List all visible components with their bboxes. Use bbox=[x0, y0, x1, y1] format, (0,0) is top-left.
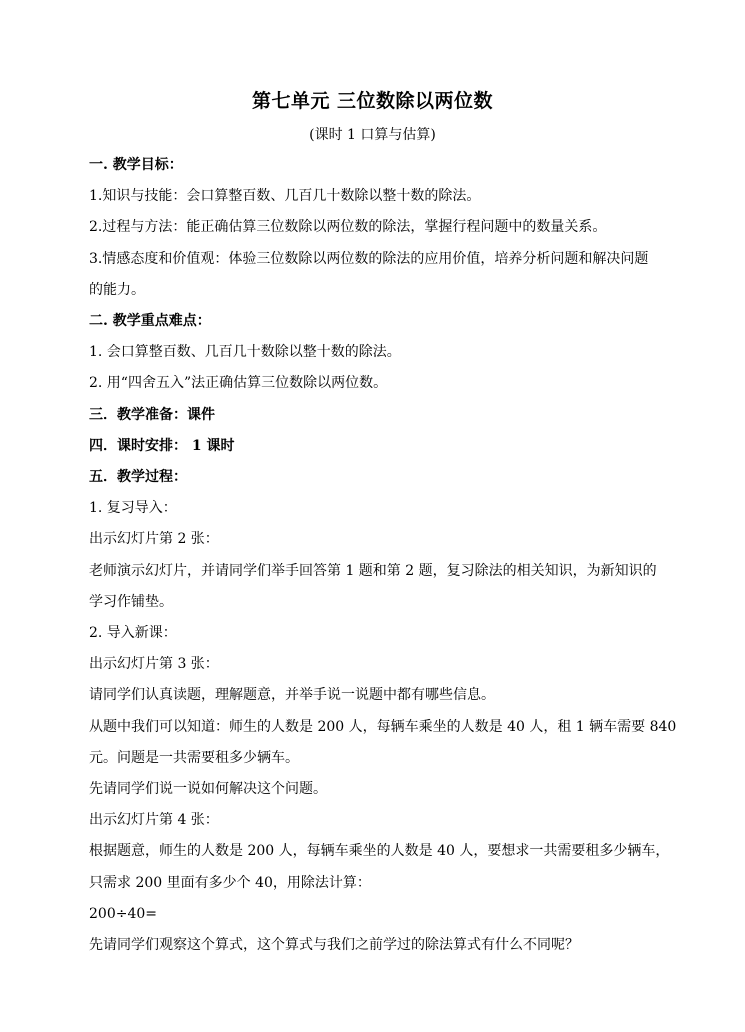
body-text-line: 根据题意，师生的人数是 200 人，每辆车乘坐的人数是 40 人，要想求一共需要租多少辆车， bbox=[89, 843, 670, 859]
body-text-line: 2. 导入新课： bbox=[89, 625, 177, 641]
body-text-line: 200÷40= bbox=[89, 906, 157, 922]
body-text-line: 2. 用“四舍五入”法正确估算三位数除以两位数。 bbox=[89, 375, 388, 391]
section-heading: 二. 教学重点难点： bbox=[89, 313, 211, 329]
document-title: 第七单元 三位数除以两位数 bbox=[251, 90, 494, 112]
section-heading: 四．课时安排： 1 课时 bbox=[89, 438, 235, 454]
body-text-line: 出示幻灯片第 2 张： bbox=[89, 531, 219, 547]
body-text-line: 出示幻灯片第 4 张： bbox=[89, 812, 219, 828]
body-text-line: 元。问题是一共需要租多少辆车。 bbox=[89, 750, 299, 766]
body-text-line: 请同学们认真读题，理解题意，并举手说一说题中都有哪些信息。 bbox=[89, 687, 495, 703]
body-text-line: 从题中我们可以知道：师生的人数是 200 人，每辆车乘坐的人数是 40 人，租 1 辆车需要 840 bbox=[89, 719, 677, 735]
body-text-line: 1. 复习导入： bbox=[89, 500, 177, 516]
body-text-line: 出示幻灯片第 3 张： bbox=[89, 656, 219, 672]
section-heading: 三．教学准备：课件 bbox=[89, 407, 215, 423]
body-text-line: 1. 会口算整百数、几百几十数除以整十数的除法。 bbox=[89, 344, 401, 360]
body-text-line: 先请同学们说一说如何解决这个问题。 bbox=[89, 781, 327, 797]
body-text-line: 老师演示幻灯片，并请同学们举手回答第 1 题和第 2 题，复习除法的相关知识，为新知识的 bbox=[89, 563, 657, 579]
document-subtitle: (课时 1 口算与估算) bbox=[309, 127, 436, 143]
body-text-line: 只需求 200 里面有多少个 40，用除法计算： bbox=[89, 875, 371, 891]
body-text-line: 1.知识与技能：会口算整百数、几百几十数除以整十数的除法。 bbox=[89, 188, 481, 204]
section-heading: 一. 教学目标： bbox=[89, 157, 183, 173]
body-text-line: 学习作铺垫。 bbox=[89, 594, 173, 610]
body-text-line: 3.情感态度和价值观：体验三位数除以两位数的除法的应用价值，培养分析问题和解决问题 bbox=[89, 251, 649, 267]
body-text-line: 先请同学们观察这个算式，这个算式与我们之前学过的除法算式有什么不同呢？ bbox=[89, 937, 579, 953]
body-text-line: 2.过程与方法：能正确估算三位数除以两位数的除法，掌握行程问题中的数量关系。 bbox=[89, 219, 607, 235]
section-heading: 五．教学过程： bbox=[89, 469, 187, 485]
body-text-line: 的能力。 bbox=[89, 282, 145, 298]
